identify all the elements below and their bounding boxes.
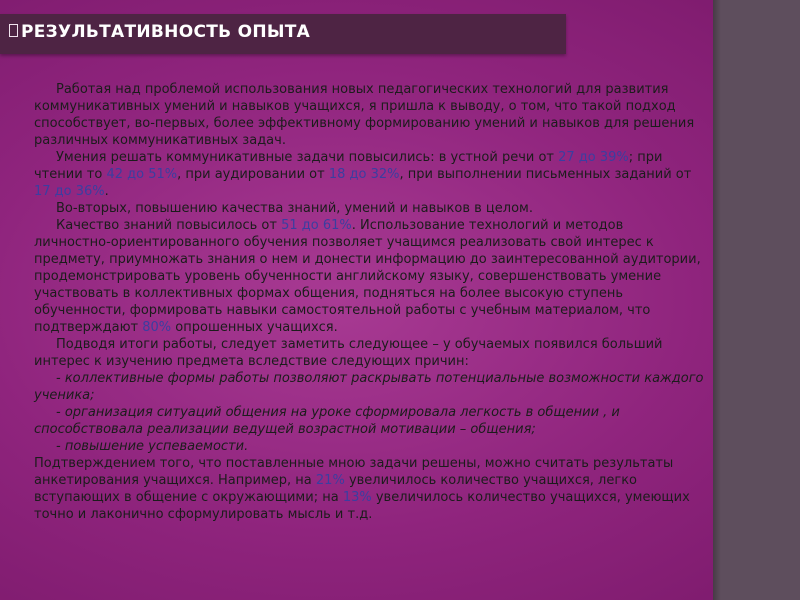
checkbox-square-icon — [9, 24, 18, 37]
paragraph-summary: Подводя итоги работы, следует заметить следующее – у обучаемых появился больший интерес к изучению предмета вследствие следующих причин: — [34, 337, 663, 369]
reason-item: - повышение успеваемости. — [56, 439, 249, 454]
text-run: Умения решать коммуникативные задачи повысились: в устной речи от — [56, 150, 559, 165]
text-run: Подтверждением того, что поставленные мною задачи решены, можно считать результаты анкетирования учащихся. Например, на — [34, 456, 674, 488]
highlight-value: 17 до 36% — [34, 184, 105, 199]
highlight-value: 27 до 39% — [558, 150, 629, 165]
text-run: ; при чтении то — [34, 150, 663, 182]
body-text — [34, 81, 704, 523]
text-run: увеличилось количество учащихся, умеющих точно и лаконично сформулировать мысль и т.д. — [34, 490, 690, 522]
slide-title: РЕЗУЛЬТАТИВНОСТЬ ОПЫТА — [21, 22, 311, 42]
text-run: Качество знаний повысилось от — [56, 218, 282, 233]
reason-item: - организация ситуаций общения на уроке сформировала легкость в общении , и способствовала реализации ведущей возрастной мотивации – общения; — [34, 405, 620, 437]
paragraph-secondly: Во-вторых, повышению качества знаний, умений и навыков в целом. — [56, 201, 533, 216]
paragraph-quality — [34, 217, 704, 336]
title-bar — [0, 14, 566, 54]
text-run: увеличилось количество учащихся, легко вступающих в общение с окружающими; на — [34, 473, 638, 505]
decorative-right-band — [713, 0, 800, 600]
text-run: , при выполнении письменных заданий от — [399, 167, 692, 182]
text-run: опрошенных учащихся. — [171, 320, 338, 335]
paragraph-skills — [34, 149, 704, 200]
text-run: . Использование технологий и методов личностно-ориентированного обучения позволяет учащимся реализовать свой интерес к предмету, приумножать знания о нем и донести информацию до заинтересованной аудитории, продемонстрировать уровень обученности английскому языку, совершенствовать умение участвовать в коллективных формах общения, подняться на более высокую ступень обученности, формировать навыки самостоятельной работы с учебным материалом, что подтверждают — [34, 218, 701, 335]
reason-item: - коллективные формы работы позволяют раскрывать потенциальные возможности каждого ученика; — [34, 371, 704, 403]
text-run: , при аудировании от — [177, 167, 329, 182]
highlight-value: 21% — [315, 473, 345, 488]
highlight-value: 80% — [142, 320, 172, 335]
highlight-value: 42 до 51% — [106, 167, 178, 182]
highlight-value: 51 до 61% — [281, 218, 352, 233]
paragraph-intro: Работая над проблемой использования новых педагогических технологий для развития коммуникативных умений и навыков учащихся, я пришла к выводу, о том, что такой подход способствует, во-первых, более эффективному формированию умений и навыков для решения различных коммуникативных задач. — [34, 82, 695, 148]
paragraph-confirmation — [34, 455, 704, 523]
highlight-value: 18 до 32% — [328, 167, 400, 182]
text-run: . — [104, 184, 109, 199]
highlight-value: 13% — [342, 490, 372, 505]
